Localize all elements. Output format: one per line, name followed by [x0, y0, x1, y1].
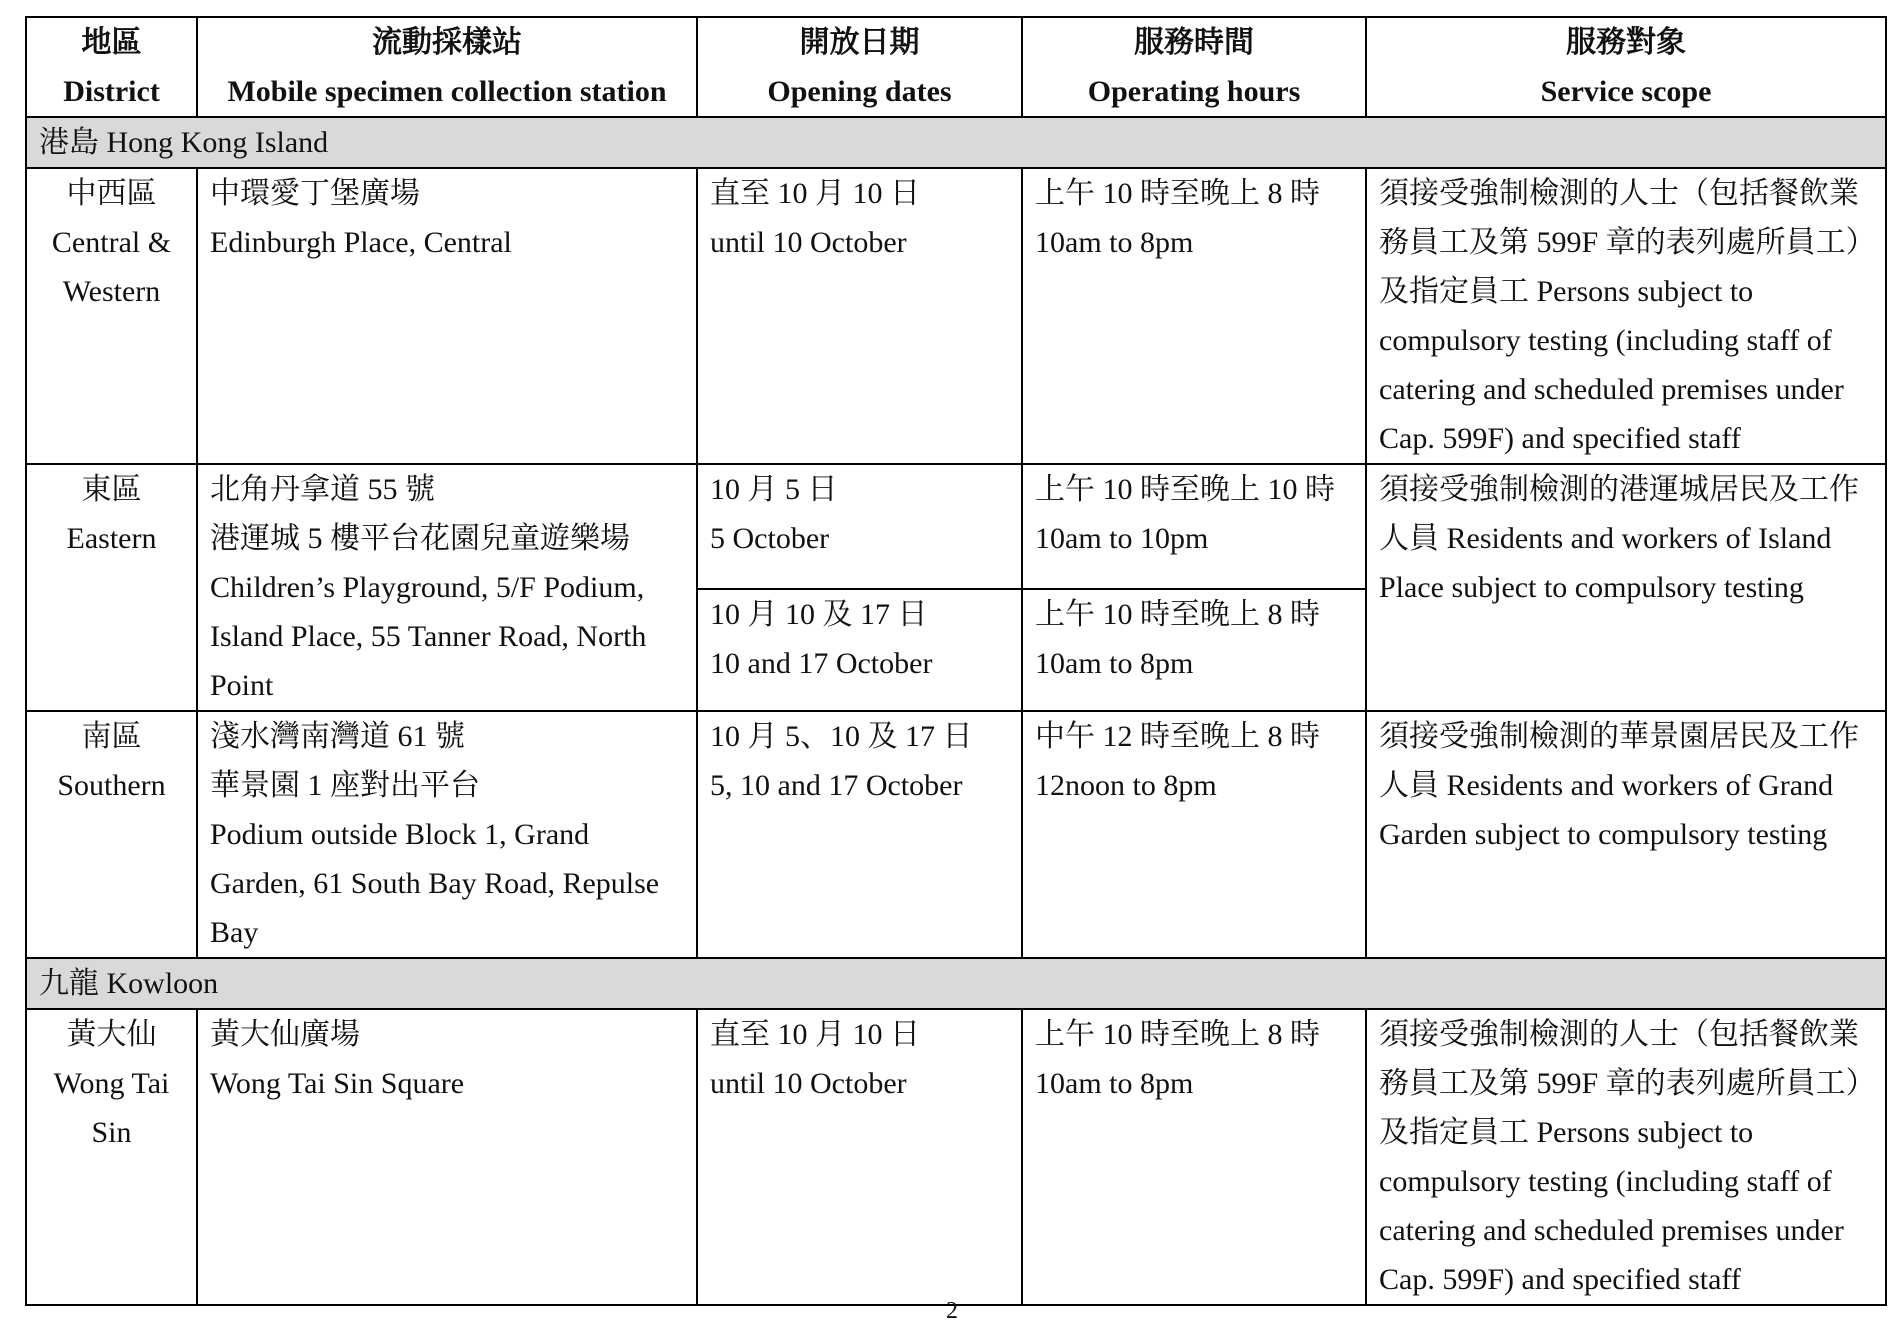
- table-header-row: [26, 17, 1886, 117]
- table-row-southern: [26, 711, 1886, 958]
- district-en: Southern: [57, 769, 166, 802]
- header-dates: [697, 17, 1022, 117]
- dates-cell: [697, 464, 1022, 589]
- district-zh: 黃大仙: [66, 1018, 157, 1051]
- district-zh: 東區: [81, 473, 142, 506]
- header-district: [26, 17, 197, 117]
- district-cell: [26, 464, 197, 711]
- section-row-kowloon: [26, 958, 1886, 1009]
- dates-cell: [697, 1009, 1022, 1305]
- station-cell: [197, 168, 697, 464]
- header-scope-en: Service scope: [1540, 75, 1712, 108]
- header-hours-zh: 服務時間: [1134, 26, 1254, 59]
- hours-cell: [1022, 1009, 1366, 1305]
- hours-cell: [1022, 589, 1366, 711]
- hours-cell: [1022, 711, 1366, 958]
- station-cell: [197, 1009, 697, 1305]
- district-cell: [26, 1009, 197, 1305]
- hours-en: 12noon to 8pm: [1035, 769, 1217, 802]
- header-scope: [1366, 17, 1886, 117]
- section-title-kowloon: 九龍 Kowloon: [26, 958, 1886, 1009]
- district-en-1: Wong Tai: [53, 1067, 170, 1100]
- dates-en: until 10 October: [710, 226, 907, 259]
- header-dates-en: Opening dates: [767, 75, 952, 108]
- table-row-eastern: [26, 464, 1886, 589]
- scope-cell: 須接受強制檢測的華景園居民及工作人員 Residents and workers of Grand Garden subject to compulsory testing: [1366, 711, 1886, 958]
- page-number: 2: [946, 1298, 958, 1324]
- dates-zh: 10 月 10 及 17 日: [710, 598, 928, 631]
- dates-cell: [697, 711, 1022, 958]
- scope-cell: 須接受強制檢測的人士（包括餐飲業務員工及第 599F 章的表列處所員工）及指定員工 Persons subject to compulsory testing (including staff of catering and scheduled premises under Cap. 599F) and specified staff: [1366, 168, 1886, 464]
- dates-en: 5, 10 and 17 October: [710, 769, 963, 802]
- hours-cell: [1022, 464, 1366, 589]
- header-district-zh: 地區: [81, 26, 142, 59]
- district-en-1: Central &: [51, 226, 172, 259]
- hours-en: 10am to 10pm: [1035, 522, 1209, 555]
- dates-zh: 10 月 5、10 及 17 日: [710, 720, 973, 753]
- dates-en: until 10 October: [710, 1067, 907, 1100]
- hours-zh: 上午 10 時至晚上 10 時: [1035, 473, 1335, 506]
- section-title-hk-island: 港島 Hong Kong Island: [26, 117, 1886, 168]
- header-station-zh: 流動採樣站: [372, 26, 522, 59]
- station-cell: [197, 464, 697, 711]
- district-cell: [26, 711, 197, 958]
- header-hours-en: Operating hours: [1087, 75, 1301, 108]
- section-row-hk-island: [26, 117, 1886, 168]
- station-cell: [197, 711, 697, 958]
- district-en-2: Sin: [91, 1116, 132, 1149]
- hours-zh: 上午 10 時至晚上 8 時: [1035, 598, 1320, 631]
- dates-cell: [697, 168, 1022, 464]
- header-hours: [1022, 17, 1366, 117]
- header-scope-zh: 服務對象: [1566, 26, 1686, 59]
- district-zh: 中西區: [66, 177, 157, 210]
- header-station: [197, 17, 697, 117]
- station-zh: 港運城 5 樓平台花園兒童遊樂場: [210, 522, 630, 555]
- station-zh: 華景園 1 座對出平台: [210, 769, 480, 802]
- dates-en: 5 October: [710, 522, 830, 555]
- collection-station-table: [25, 16, 1887, 1306]
- station-address-zh: 北角丹拿道 55 號: [210, 473, 435, 506]
- table-row-central-western: [26, 168, 1886, 464]
- station-en: Wong Tai Sin Square: [210, 1067, 465, 1100]
- hours-zh: 中午 12 時至晚上 8 時: [1035, 720, 1320, 753]
- dates-zh: 直至 10 月 10 日: [710, 1018, 920, 1051]
- dates-zh: 10 月 5 日: [710, 473, 838, 506]
- dates-zh: 直至 10 月 10 日: [710, 177, 920, 210]
- header-dates-zh: 開放日期: [799, 26, 920, 59]
- station-address-zh: 淺水灣南灣道 61 號: [210, 720, 465, 753]
- hours-zh: 上午 10 時至晚上 8 時: [1035, 1018, 1320, 1051]
- station-en: Podium outside Block 1, Grand Garden, 61 South Bay Road, Repulse Bay: [210, 818, 660, 949]
- dates-en: 10 and 17 October: [710, 647, 933, 680]
- station-zh: 黃大仙廣場: [210, 1018, 360, 1051]
- district-zh: 南區: [81, 720, 142, 753]
- district-cell: [26, 168, 197, 464]
- scope-cell: 須接受強制檢測的港運城居民及工作人員 Residents and workers of Island Place subject to compulsory testing: [1366, 464, 1886, 711]
- station-en: Children’s Playground, 5/F Podium, Island Place, 55 Tanner Road, North Point: [210, 571, 647, 702]
- hours-en: 10am to 8pm: [1035, 647, 1194, 680]
- station-zh: 中環愛丁堡廣場: [210, 177, 420, 210]
- district-en-2: Western: [62, 275, 161, 308]
- header-station-en: Mobile specimen collection station: [227, 75, 667, 108]
- hours-en: 10am to 8pm: [1035, 1067, 1194, 1100]
- hours-zh: 上午 10 時至晚上 8 時: [1035, 177, 1320, 210]
- header-district-en: District: [63, 75, 160, 108]
- station-en: Edinburgh Place, Central: [210, 226, 512, 259]
- district-en: Eastern: [66, 522, 157, 555]
- scope-cell: 須接受強制檢測的人士（包括餐飲業務員工及第 599F 章的表列處所員工）及指定員工 Persons subject to compulsory testing (including staff of catering and scheduled premises under Cap. 599F) and specified staff: [1366, 1009, 1886, 1305]
- dates-cell: [697, 589, 1022, 711]
- hours-cell: [1022, 168, 1366, 464]
- table-row-wong-tai-sin: [26, 1009, 1886, 1305]
- hours-en: 10am to 8pm: [1035, 226, 1194, 259]
